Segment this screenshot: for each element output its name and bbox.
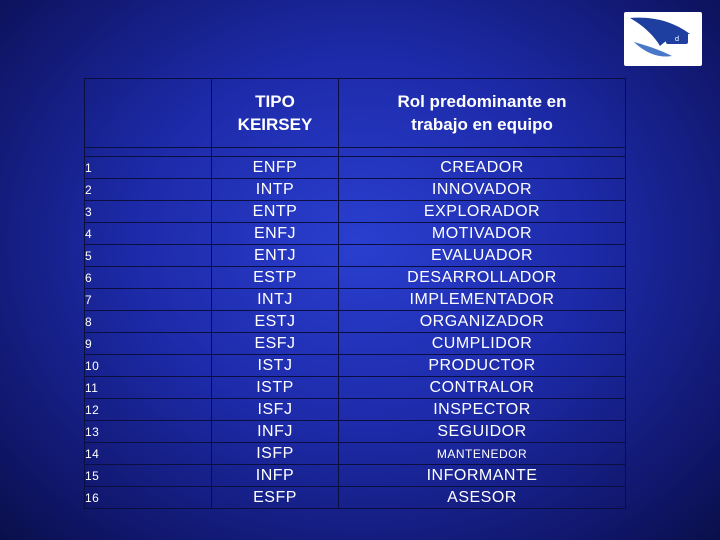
header-spacer-row bbox=[85, 148, 626, 157]
tipo-keirsey-cell: ESFJ bbox=[212, 333, 339, 355]
rol-cell: CREADOR bbox=[339, 157, 626, 179]
row-number: 10 bbox=[85, 355, 212, 377]
tipo-keirsey-cell: ISTJ bbox=[212, 355, 339, 377]
rol-cell: ORGANIZADOR bbox=[339, 311, 626, 333]
tipo-keirsey-cell: ESTP bbox=[212, 267, 339, 289]
row-number: 13 bbox=[85, 421, 212, 443]
table-row bbox=[85, 201, 626, 223]
table-row bbox=[85, 267, 626, 289]
table-row bbox=[85, 245, 626, 267]
table-row bbox=[85, 443, 626, 465]
rol-cell: INSPECTOR bbox=[339, 399, 626, 421]
rol-cell: MANTENEDOR bbox=[339, 443, 626, 465]
logo-mark: d bbox=[674, 35, 680, 43]
row-number: 1 bbox=[85, 157, 212, 179]
header-tipo-keirsey: TIPO KEIRSEY bbox=[212, 79, 339, 148]
row-number: 5 bbox=[85, 245, 212, 267]
table-row bbox=[85, 377, 626, 399]
tipo-keirsey-cell: ENFP bbox=[212, 157, 339, 179]
tipo-keirsey-cell: ISTP bbox=[212, 377, 339, 399]
table-row bbox=[85, 157, 626, 179]
rol-cell: PRODUCTOR bbox=[339, 355, 626, 377]
tipo-keirsey-cell: ESFP bbox=[212, 487, 339, 509]
table-row bbox=[85, 355, 626, 377]
rol-cell: EXPLORADOR bbox=[339, 201, 626, 223]
table-row bbox=[85, 311, 626, 333]
table-row bbox=[85, 465, 626, 487]
tipo-keirsey-cell: ENFJ bbox=[212, 223, 339, 245]
rol-cell: ASESOR bbox=[339, 487, 626, 509]
table-row bbox=[85, 333, 626, 355]
rol-cell: INNOVADOR bbox=[339, 179, 626, 201]
row-number: 3 bbox=[85, 201, 212, 223]
tipo-keirsey-cell: ESTJ bbox=[212, 311, 339, 333]
tipo-keirsey-cell: ENTJ bbox=[212, 245, 339, 267]
table-row bbox=[85, 179, 626, 201]
tipo-keirsey-cell: ENTP bbox=[212, 201, 339, 223]
header-rol-predominante: Rol predominante en trabajo en equipo bbox=[339, 79, 626, 148]
row-number: 16 bbox=[85, 487, 212, 509]
row-number: 8 bbox=[85, 311, 212, 333]
tipo-keirsey-cell: INTP bbox=[212, 179, 339, 201]
rol-cell: SEGUIDOR bbox=[339, 421, 626, 443]
table-row bbox=[85, 487, 626, 509]
table-row bbox=[85, 223, 626, 245]
table-row bbox=[85, 289, 626, 311]
row-number: 15 bbox=[85, 465, 212, 487]
row-number: 11 bbox=[85, 377, 212, 399]
row-number: 12 bbox=[85, 399, 212, 421]
header-blank-cell bbox=[85, 79, 212, 148]
rol-cell: MOTIVADOR bbox=[339, 223, 626, 245]
tipo-keirsey-cell: INFJ bbox=[212, 421, 339, 443]
tipo-keirsey-cell: ISFJ bbox=[212, 399, 339, 421]
keirsey-roles-table bbox=[84, 78, 626, 509]
rol-cell: EVALUADOR bbox=[339, 245, 626, 267]
table-row bbox=[85, 421, 626, 443]
row-number: 6 bbox=[85, 267, 212, 289]
rol-cell: CONTRALOR bbox=[339, 377, 626, 399]
table-body bbox=[85, 157, 626, 509]
table-header-row bbox=[85, 79, 626, 148]
tipo-keirsey-cell: INFP bbox=[212, 465, 339, 487]
table-row bbox=[85, 399, 626, 421]
company-logo bbox=[624, 12, 702, 66]
tipo-keirsey-cell: ISFP bbox=[212, 443, 339, 465]
row-number: 2 bbox=[85, 179, 212, 201]
row-number: 4 bbox=[85, 223, 212, 245]
row-number: 14 bbox=[85, 443, 212, 465]
rol-cell: INFORMANTE bbox=[339, 465, 626, 487]
rol-cell: CUMPLIDOR bbox=[339, 333, 626, 355]
row-number: 9 bbox=[85, 333, 212, 355]
rol-cell: IMPLEMENTADOR bbox=[339, 289, 626, 311]
rol-cell: DESARROLLADOR bbox=[339, 267, 626, 289]
tipo-keirsey-cell: INTJ bbox=[212, 289, 339, 311]
row-number: 7 bbox=[85, 289, 212, 311]
logo-graphic bbox=[624, 12, 702, 66]
